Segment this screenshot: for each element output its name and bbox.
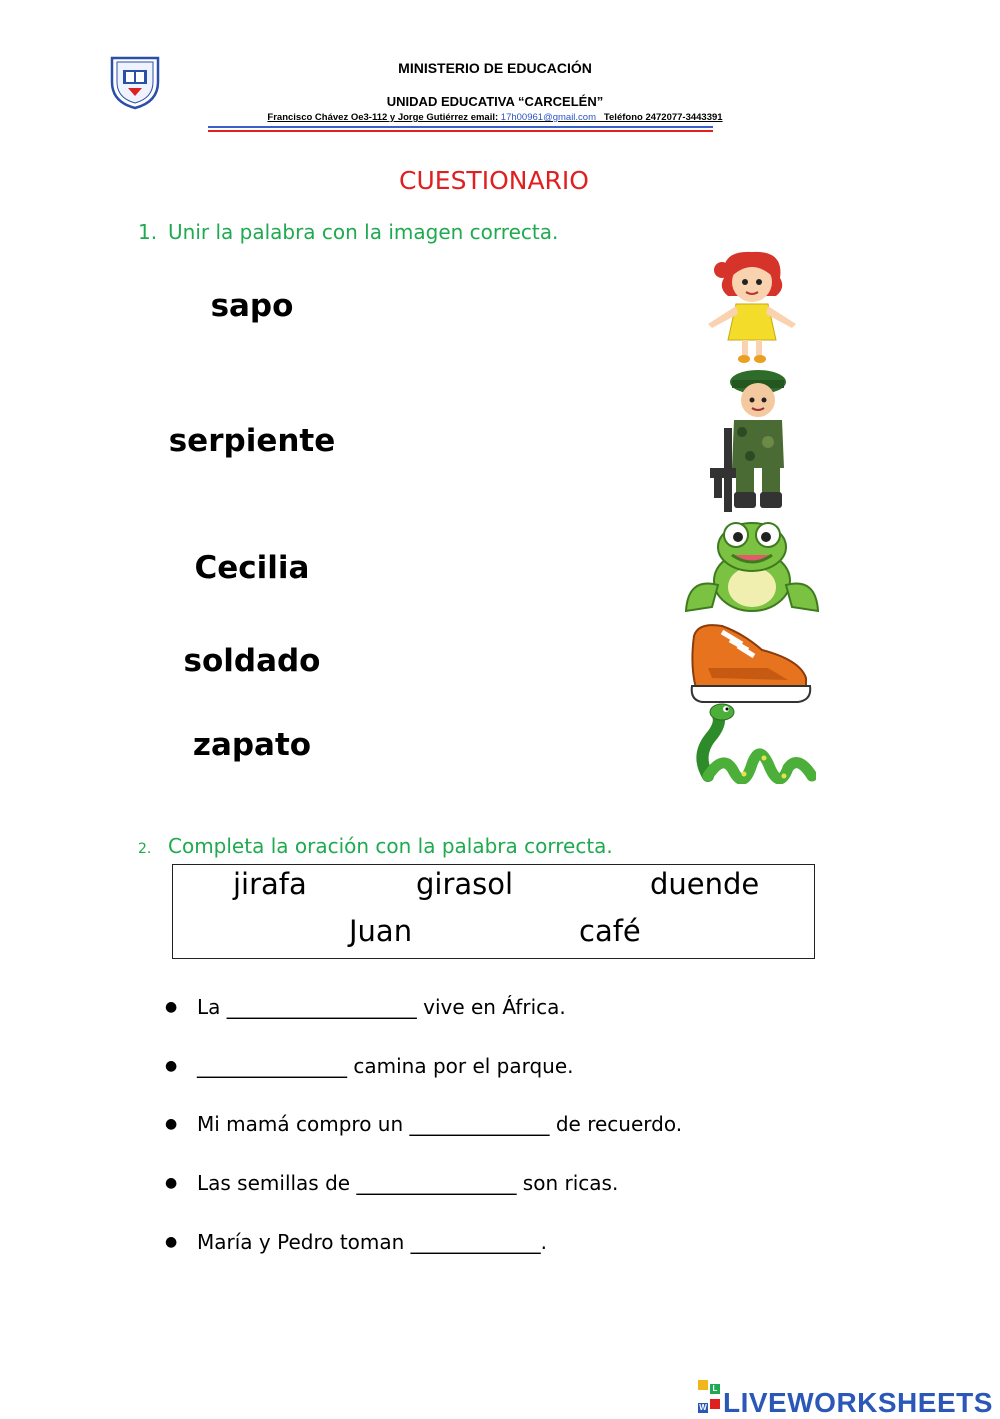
match-word-2[interactable]: serpiente [168,423,336,459]
word-bank-item-2[interactable]: girasol [416,867,514,901]
question-2-number: 2. [138,841,152,857]
question-2-instruction [138,834,613,858]
page-title: CUESTIONARIO [399,166,589,195]
match-word-5[interactable]: zapato [192,727,312,763]
word-bank [172,864,815,959]
sentence-text: La ___________________ vive en África. [197,995,566,1019]
header-rule-blue [208,126,713,128]
sentence-3[interactable] [165,1112,682,1136]
bullet-icon: ● [165,1116,178,1132]
sentence-text: Mi mamá compro un ______________ de recuerdo. [197,1112,683,1136]
header-ministry: MINISTERIO DE EDUCACIÓN [398,60,592,76]
header-email-link[interactable]: 17h00961@gmail.com [500,112,596,123]
sentence-text: _______________ camina por el parque. [197,1054,574,1078]
sentence-2[interactable] [165,1054,574,1078]
question-1-instruction [138,220,558,244]
girl-icon[interactable] [702,248,802,370]
header-contact [200,112,790,123]
question-2-text: Completa la oración con la palabra correcta. [168,834,613,858]
shoe-icon[interactable] [688,616,816,710]
match-word-1[interactable]: sapo [210,288,294,324]
header-rule-red [208,130,713,132]
word-bank-item-4[interactable]: Juan [349,914,413,948]
brand-squares-icon: L W [697,1376,723,1414]
question-1-number: 1. [138,220,158,244]
header-address: Francisco Chávez Oe3-112 y Jorge Gutiérrez email: [267,112,501,123]
header-phone: Teléfono 2472077-3443391 [603,112,723,123]
bullet-icon: ● [165,1234,178,1250]
sentence-1[interactable] [165,995,566,1019]
word-bank-item-5[interactable]: café [579,914,641,948]
sentence-text: María y Pedro toman _____________. [197,1230,548,1254]
sentence-4[interactable] [165,1171,618,1195]
match-word-3[interactable]: Cecilia [194,550,310,586]
sentence-5[interactable] [165,1230,547,1254]
soldier-icon[interactable] [706,368,794,520]
word-bank-item-1[interactable]: jirafa [233,867,307,901]
sentence-text: Las semillas de ________________ son ricas. [197,1171,619,1195]
word-bank-item-3[interactable]: duende [650,867,760,901]
school-seal-logo [106,52,164,110]
frog-icon[interactable] [682,515,822,623]
brand-name: LIVEWORKSHEETS [723,1387,993,1418]
snake-icon[interactable] [694,702,816,788]
bullet-icon: ● [165,1058,178,1074]
header-school: UNIDAD EDUCATIVA “CARCELÉN” [386,94,604,109]
match-word-4[interactable]: soldado [183,643,321,679]
question-1-text: Unir la palabra con la imagen correcta. [168,220,559,244]
bullet-icon: ● [165,1175,178,1191]
bullet-icon: ● [165,999,178,1015]
